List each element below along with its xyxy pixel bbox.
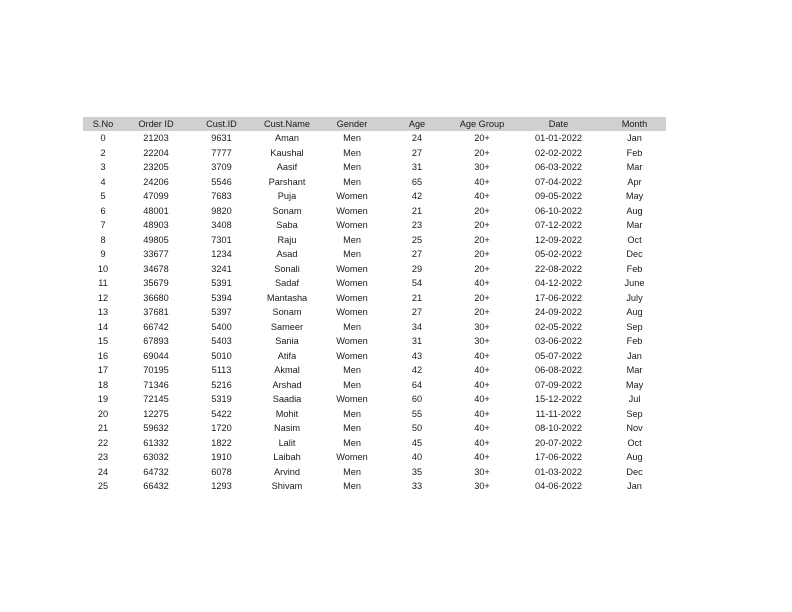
cell-cust-name: Sania [275, 336, 299, 346]
cell-month: Dec [626, 466, 643, 477]
cell-gender: Men [343, 249, 361, 259]
cell-cust-name: Sonam [272, 307, 302, 317]
cell-month: Jan [627, 481, 642, 491]
cell-sno: 5 [100, 191, 106, 201]
cell-sno: 15 [97, 336, 109, 346]
cell-age: 42 [411, 365, 423, 375]
cell-date: 04-06-2022 [535, 481, 582, 491]
cell-order-id: 70195 [143, 365, 169, 375]
cell-cust-name: Mohit [275, 408, 299, 419]
cell-cust-id: 5394 [211, 292, 232, 303]
cell-cust-id: 6078 [211, 466, 232, 477]
cell-cust-name: Shivam [271, 481, 303, 491]
cell-gender: Women [336, 263, 368, 274]
cell-age-group: 40+ [474, 408, 490, 419]
cell-date: 04-12-2022 [535, 278, 582, 288]
cell-gender: Men [343, 321, 361, 332]
cell-cust-id: 5113 [211, 365, 232, 375]
cell-date: 02-02-2022 [535, 147, 582, 158]
cell-age: 27 [411, 147, 423, 158]
cell-sno: 19 [97, 394, 109, 404]
cell-order-id: 67893 [143, 336, 169, 346]
cell-cust-name: Kaushal [270, 147, 304, 158]
cell-cust-id: 9631 [211, 133, 232, 143]
cell-age: 43 [411, 350, 423, 361]
cell-sno: 14 [97, 321, 109, 332]
table-row [83, 349, 666, 364]
cell-cust-id: 7777 [211, 147, 232, 158]
cell-month: Sep [626, 321, 643, 332]
table-row [83, 218, 666, 233]
cell-cust-id: 1293 [211, 481, 232, 491]
cell-order-id: 36680 [143, 292, 169, 303]
cell-age-group: 40+ [474, 191, 490, 201]
cell-age: 21 [411, 292, 423, 303]
cell-gender: Men [343, 423, 361, 433]
cell-age: 29 [411, 263, 423, 274]
table-row [83, 450, 666, 465]
cell-month: Mar [626, 162, 643, 172]
cell-age-group: 20+ [474, 292, 490, 303]
cell-order-id: 48903 [143, 220, 169, 230]
cell-gender: Women [336, 307, 368, 317]
cell-gender: Women [336, 220, 368, 230]
cell-age-group: 40+ [474, 379, 490, 390]
cell-order-id: 37681 [143, 307, 169, 317]
header-month: Month [621, 119, 648, 129]
cell-order-id: 61332 [143, 437, 169, 448]
cell-age-group: 30+ [474, 336, 490, 346]
cell-gender: Men [343, 481, 361, 491]
cell-age-group: 40+ [474, 452, 490, 462]
header-date: Date [548, 119, 569, 129]
cell-age-group: 40+ [474, 350, 490, 361]
cell-age-group: 40+ [474, 394, 490, 404]
table-row [83, 262, 666, 277]
cell-cust-name: Sonali [274, 263, 300, 274]
cell-cust-name: Aasif [276, 162, 298, 172]
cell-month: Jan [627, 133, 642, 143]
cell-date: 09-05-2022 [535, 191, 582, 201]
cell-order-id: 35679 [143, 278, 169, 288]
cell-month: Sep [626, 408, 643, 419]
cell-age-group: 40+ [474, 423, 490, 433]
header-gender: Gender [336, 119, 368, 129]
cell-date: 17-06-2022 [535, 292, 582, 303]
table-row [83, 247, 666, 262]
cell-date: 06-03-2022 [535, 162, 582, 172]
cell-gender: Women [336, 292, 368, 303]
cell-order-id: 69044 [143, 350, 169, 361]
cell-age: 27 [411, 249, 423, 259]
cell-cust-name: Arvind [273, 466, 301, 477]
cell-age: 50 [411, 423, 423, 433]
table-row [83, 204, 666, 219]
cell-cust-name: Sameer [270, 321, 304, 332]
cell-gender: Women [336, 394, 368, 404]
cell-order-id: 12275 [143, 408, 169, 419]
cell-sno: 24 [97, 466, 109, 477]
cell-date: 20-07-2022 [535, 437, 582, 448]
cell-age: 54 [411, 278, 423, 288]
data-sheet [83, 117, 666, 494]
cell-cust-name: Sonam [272, 205, 302, 216]
cell-gender: Women [336, 350, 368, 361]
cell-age-group: 40+ [474, 278, 490, 288]
cell-cust-id: 5010 [211, 350, 232, 361]
cell-age: 21 [411, 205, 423, 216]
cell-date: 05-02-2022 [535, 249, 582, 259]
cell-sno: 12 [97, 292, 109, 303]
cell-month: Apr [627, 176, 642, 187]
table-row [83, 407, 666, 422]
cell-age-group: 20+ [474, 249, 490, 259]
cell-date: 24-09-2022 [535, 307, 582, 317]
cell-month: Mar [626, 220, 643, 230]
cell-age-group: 30+ [474, 321, 490, 332]
cell-sno: 7 [100, 220, 106, 230]
table-row [83, 291, 666, 306]
table-row [83, 421, 666, 436]
cell-sno: 0 [100, 133, 106, 143]
cell-cust-name: Saba [276, 220, 298, 230]
cell-cust-id: 1910 [211, 452, 232, 462]
cell-order-id: 24206 [143, 176, 169, 187]
cell-month: Dec [626, 249, 643, 259]
cell-date: 12-09-2022 [535, 234, 582, 245]
cell-date: 01-03-2022 [535, 466, 582, 477]
cell-date: 11-11-2022 [535, 408, 582, 419]
cell-age-group: 40+ [474, 365, 490, 375]
cell-gender: Men [343, 234, 361, 245]
header-age: Age [408, 119, 426, 129]
table-row [83, 131, 666, 146]
cell-cust-name: Aman [274, 133, 299, 143]
cell-gender: Men [343, 133, 361, 143]
cell-month: Oct [627, 437, 642, 448]
cell-age-group: 20+ [474, 205, 490, 216]
cell-order-id: 33677 [143, 249, 169, 259]
cell-order-id: 21203 [143, 133, 169, 143]
cell-order-id: 34678 [143, 263, 169, 274]
cell-gender: Women [336, 452, 368, 462]
table-body [83, 131, 666, 494]
cell-sno: 6 [100, 205, 106, 216]
cell-age-group: 20+ [474, 220, 490, 230]
cell-date: 05-07-2022 [535, 350, 582, 361]
cell-age: 31 [411, 162, 423, 172]
cell-gender: Women [336, 191, 368, 201]
table-row [83, 320, 666, 335]
cell-cust-id: 5422 [211, 408, 232, 419]
cell-month: Nov [626, 423, 643, 433]
cell-date: 22-08-2022 [535, 263, 582, 274]
cell-order-id: 66432 [143, 481, 169, 491]
cell-cust-name: Saadia [272, 394, 302, 404]
table-row [83, 479, 666, 494]
cell-age: 33 [411, 481, 423, 491]
cell-cust-name: Laibah [273, 452, 301, 462]
cell-sno: 2 [100, 147, 106, 158]
cell-cust-id: 5319 [211, 394, 232, 404]
cell-cust-name: Atifa [277, 350, 297, 361]
cell-gender: Men [343, 147, 361, 158]
cell-cust-name: Asad [276, 249, 298, 259]
cell-sno: 20 [97, 408, 109, 419]
cell-cust-id: 1720 [211, 423, 232, 433]
cell-cust-name: Arshad [272, 379, 302, 390]
cell-date: 06-10-2022 [535, 205, 582, 216]
cell-order-id: 48001 [143, 205, 169, 216]
cell-order-id: 72145 [143, 394, 169, 404]
cell-age: 34 [411, 321, 423, 332]
cell-order-id: 59632 [143, 423, 169, 433]
header-age-group: Age Group [459, 119, 505, 129]
cell-cust-name: Sadaf [274, 278, 299, 288]
cell-age: 27 [411, 307, 423, 317]
cell-month: Aug [626, 205, 643, 216]
cell-month: Aug [626, 452, 643, 462]
cell-cust-id: 3241 [211, 263, 232, 274]
cell-order-id: 71346 [143, 379, 169, 390]
cell-month: May [625, 379, 644, 390]
cell-gender: Men [343, 437, 361, 448]
cell-gender: Women [336, 205, 368, 216]
cell-cust-name: Lalit [278, 437, 296, 448]
cell-cust-name: Nasim [273, 423, 301, 433]
cell-age: 24 [411, 133, 423, 143]
cell-age: 35 [411, 466, 423, 477]
cell-date: 07-12-2022 [535, 220, 582, 230]
cell-month: Aug [626, 307, 643, 317]
cell-date: 08-10-2022 [535, 423, 582, 433]
cell-cust-id: 7683 [211, 191, 232, 201]
header-cust-id: Cust.ID [206, 119, 237, 129]
cell-age-group: 20+ [474, 307, 490, 317]
cell-order-id: 63032 [143, 452, 169, 462]
cell-date: 01-01-2022 [535, 133, 582, 143]
cell-date: 15-12-2022 [535, 394, 582, 404]
table-row [83, 378, 666, 393]
cell-sno: 10 [97, 263, 109, 274]
header-row [83, 117, 666, 131]
cell-order-id: 23205 [143, 162, 169, 172]
cell-age-group: 40+ [474, 176, 490, 187]
cell-month: Jul [628, 394, 641, 404]
cell-cust-id: 7301 [211, 234, 232, 245]
cell-age-group: 30+ [474, 481, 490, 491]
cell-cust-id: 3408 [211, 220, 232, 230]
table-row [83, 189, 666, 204]
table-row [83, 392, 666, 407]
cell-cust-id: 5391 [211, 278, 232, 288]
cell-age-group: 20+ [474, 234, 490, 245]
cell-age: 40 [411, 452, 423, 462]
cell-cust-name: Akmal [274, 365, 300, 375]
cell-age-group: 20+ [474, 133, 490, 143]
cell-sno: 25 [97, 481, 109, 491]
cell-order-id: 22204 [143, 147, 169, 158]
cell-month: June [624, 278, 645, 288]
header-cust-name: Cust.Name [264, 119, 310, 129]
cell-gender: Men [343, 408, 361, 419]
cell-month: Feb [626, 147, 643, 158]
cell-gender: Men [343, 365, 361, 375]
cell-order-id: 47099 [143, 191, 169, 201]
cell-age-group: 30+ [474, 466, 490, 477]
cell-date: 06-08-2022 [535, 365, 582, 375]
cell-sno: 13 [97, 307, 109, 317]
cell-month: Mar [626, 365, 643, 375]
cell-age: 23 [411, 220, 423, 230]
cell-gender: Women [336, 278, 368, 288]
cell-order-id: 66742 [143, 321, 169, 332]
cell-date: 17-06-2022 [535, 452, 582, 462]
table-row [83, 305, 666, 320]
cell-sno: 17 [97, 365, 109, 375]
cell-sno: 9 [100, 249, 106, 259]
cell-age: 31 [411, 336, 423, 346]
cell-date: 03-06-2022 [535, 336, 582, 346]
table-row [83, 363, 666, 378]
cell-sno: 22 [97, 437, 109, 448]
header-sno: S.No [92, 119, 114, 129]
cell-gender: Men [343, 176, 361, 187]
cell-gender: Men [343, 466, 361, 477]
cell-age: 55 [411, 408, 423, 419]
cell-date: 07-09-2022 [535, 379, 582, 390]
cell-month: Oct [627, 234, 642, 245]
cell-age: 65 [411, 176, 423, 187]
cell-gender: Men [343, 162, 361, 172]
cell-sno: 23 [97, 452, 109, 462]
table-row [83, 334, 666, 349]
cell-sno: 8 [100, 234, 106, 245]
cell-date: 07-04-2022 [535, 176, 582, 187]
cell-month: July [626, 292, 643, 303]
header-order-id: Order ID [138, 119, 174, 129]
cell-cust-id: 3709 [211, 162, 232, 172]
cell-sno: 11 [98, 278, 108, 288]
cell-age: 25 [411, 234, 423, 245]
cell-cust-id: 1234 [211, 249, 232, 259]
table-row [83, 436, 666, 451]
cell-age-group: 40+ [474, 437, 490, 448]
cell-age: 45 [411, 437, 423, 448]
cell-month: Feb [626, 263, 643, 274]
cell-cust-name: Puja [277, 191, 297, 201]
cell-age-group: 20+ [474, 263, 490, 274]
cell-gender: Men [343, 379, 361, 390]
table-row [83, 175, 666, 190]
cell-cust-id: 9820 [211, 205, 232, 216]
cell-order-id: 49805 [143, 234, 169, 245]
cell-cust-id: 5216 [211, 379, 232, 390]
cell-cust-id: 5403 [211, 336, 232, 346]
cell-cust-name: Mantasha [266, 292, 308, 303]
cell-cust-id: 5400 [211, 321, 232, 332]
cell-sno: 3 [100, 162, 106, 172]
table-header [83, 117, 666, 131]
cell-cust-id: 1822 [211, 437, 232, 448]
table-row [83, 233, 666, 248]
cell-age: 64 [411, 379, 423, 390]
cell-cust-name: Parshant [268, 176, 306, 187]
cell-age-group: 30+ [474, 162, 490, 172]
table-row [83, 465, 666, 480]
table-row [83, 146, 666, 161]
cell-sno: 4 [100, 176, 106, 187]
cell-age-group: 20+ [474, 147, 490, 158]
cell-gender: Women [336, 336, 368, 346]
orders-table [83, 117, 666, 494]
cell-sno: 21 [97, 423, 109, 433]
cell-month: Jan [627, 350, 642, 361]
cell-cust-id: 5546 [211, 176, 232, 187]
cell-month: Feb [626, 336, 643, 346]
table-row [83, 160, 666, 175]
cell-month: May [625, 191, 644, 201]
cell-age: 60 [411, 394, 423, 404]
cell-order-id: 64732 [143, 466, 169, 477]
cell-sno: 18 [97, 379, 109, 390]
cell-cust-name: Raju [277, 234, 297, 245]
cell-age: 42 [411, 191, 423, 201]
cell-cust-id: 5397 [211, 307, 232, 317]
cell-sno: 16 [97, 350, 109, 361]
table-row [83, 276, 666, 291]
cell-date: 02-05-2022 [535, 321, 582, 332]
